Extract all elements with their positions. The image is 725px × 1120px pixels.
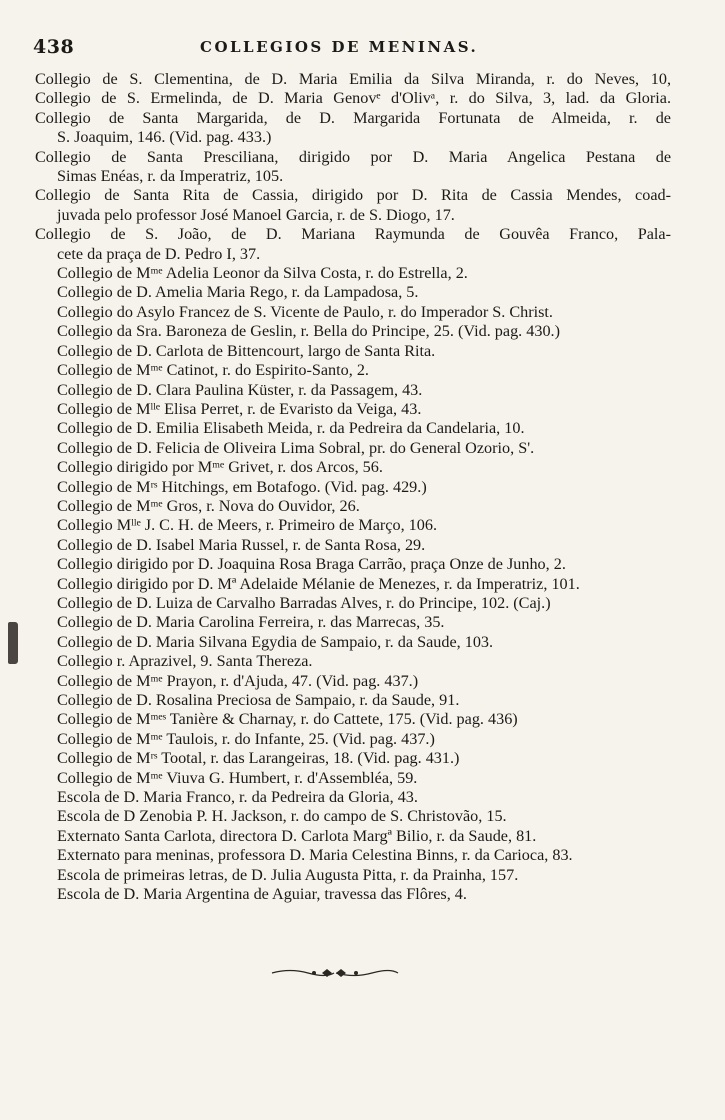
list-item: Simas Enéas, r. da Imperatriz, 105.: [57, 167, 284, 186]
list-item: Collegio de S. Ermelinda, de D. Maria Genovᵉ d'Olivᵃ, r. do Silva, 3, lad. da Gloria.: [35, 89, 671, 108]
list-item: Collegio do Asylo Francez de S. Vicente de Paulo, r. do Imperador S. Christ.: [57, 302, 553, 321]
list-item: Collegio r. Aprazivel, 9. Santa Thereza.: [57, 652, 313, 671]
list-item: Collegio de S. João, de D. Mariana Raymunda de Gouvêa Franco, Pala-: [35, 225, 671, 244]
list-item: Collegio de D. Maria Silvana Egydia de Sampaio, r. da Saude, 103.: [57, 632, 494, 651]
list-item: Escola de D Zenobia P. H. Jackson, r. do campo de S. Christovão, 15.: [57, 807, 507, 826]
list-item: Collegio de D. Amelia Maria Rego, r. da Lampadosa, 5.: [57, 283, 419, 302]
list-item: Collegio dirigido por D. Joaquina Rosa Braga Carrão, praça Onze de Junho, 2.: [57, 555, 566, 574]
list-item: Collegio de Mᵐᵉ Gros, r. Nova do Ouvidor, 26.: [57, 496, 360, 515]
list-item: Collegio de Mᵐᵉ Taulois, r. do Infante, 25. (Vid. pag. 437.): [57, 729, 435, 748]
list-item: Collegio dirigido por Mᵐᵉ Grivet, r. dos Arcos, 56.: [57, 458, 383, 477]
fleuron-ornament: [270, 966, 400, 980]
list-item: Collegio de Santa Rita de Cassia, dirigido por D. Rita de Cassia Mendes, coad-: [35, 186, 671, 205]
list-item: Collegio de Mᵐᵉˢ Tanière & Charnay, r. do Cattete, 175. (Vid. pag. 436): [57, 710, 518, 729]
list-item: Collegio de Santa Presciliana, dirigido por D. Maria Angelica Pestana de: [35, 147, 671, 166]
list-item: S. Joaquim, 146. (Vid. pag. 433.): [57, 128, 272, 147]
list-item: Collegio de D. Maria Carolina Ferreira, r. das Marrecas, 35.: [57, 613, 445, 632]
list-item: Externato para meninas, professora D. Maria Celestina Binns, r. da Carioca, 83.: [57, 846, 573, 865]
list-item: Escola de D. Maria Franco, r. da Pedreira da Gloria, 43.: [57, 788, 418, 807]
list-item: Collegio de D. Clara Paulina Küster, r. da Passagem, 43.: [57, 380, 423, 399]
list-item: Collegio de Mʳˢ Tootal, r. das Larangeiras, 18. (Vid. pag. 431.): [57, 749, 460, 768]
margin-ink-mark: [8, 622, 18, 664]
list-item: Escola de D. Maria Argentina de Aguiar, travessa das Flôres, 4.: [57, 885, 467, 904]
list-item: Collegio de Mˡˡᵉ Elisa Perret, r. de Evaristo da Veiga, 43.: [57, 399, 422, 418]
list-item: Collegio da Sra. Baroneza de Geslin, r. Bella do Principe, 25. (Vid. pag. 430.): [57, 322, 560, 341]
list-item: Collegio de Santa Margarida, de D. Margarida Fortunata de Almeida, r. de: [35, 108, 671, 127]
list-item: Collegio de S. Clementina, de D. Maria Emilia da Silva Miranda, r. do Neves, 10,: [35, 70, 671, 88]
list-item: Collegio Mˡˡᵉ J. C. H. de Meers, r. Primeiro de Março, 106.: [57, 516, 437, 535]
list-item: Collegio de D. Rosalina Preciosa de Sampaio, r. da Saude, 91.: [57, 691, 460, 709]
list-item: cete da praça de D. Pedro I, 37.: [57, 244, 261, 263]
list-item: Collegio de D. Luiza de Carvalho Barradas Alves, r. do Principe, 102. (Caj.): [57, 593, 551, 612]
list-item: Collegio de Mᵐᵉ Adelia Leonor da Silva Costa, r. do Estrella, 2.: [57, 264, 468, 283]
list-item: Collegio de D. Felicia de Oliveira Lima Sobral, pr. do General Ozorio, S'.: [57, 438, 535, 457]
list-item: Collegio de D. Isabel Maria Russel, r. de Santa Rosa, 29.: [57, 535, 426, 554]
list-item: Collegio de D. Emilia Elisabeth Meida, r. da Pedreira da Candelaria, 10.: [57, 419, 525, 438]
list-item: Escola de primeiras letras, de D. Julia Augusta Pitta, r. da Prainha, 157.: [57, 865, 519, 884]
list-item: Collegio de Mᵐᵉ Catinot, r. do Espirito-Santo, 2.: [57, 361, 369, 380]
directory-list: [35, 70, 671, 904]
running-title: COLLEGIOS DE MENINAS.: [200, 38, 479, 56]
list-item: Collegio de Mʳˢ Hitchings, em Botafogo. (Vid. pag. 429.): [57, 477, 427, 496]
page-number: 438: [33, 36, 75, 58]
list-item: Collegio de D. Carlota de Bittencourt, largo de Santa Rita.: [57, 341, 436, 360]
list-item: Collegio de Mᵐᵉ Viuva G. Humbert, r. d'Assembléa, 59.: [57, 768, 418, 787]
list-item: Externato Santa Carlota, directora D. Carlota Margª Bilio, r. da Saude, 81.: [57, 826, 537, 845]
list-item: Collegio dirigido por D. Mª Adelaide Mélanie de Menezes, r. da Imperatriz, 101.: [57, 574, 580, 593]
list-item: juvada pelo professor José Manoel Garcia, r. de S. Diogo, 17.: [57, 205, 455, 224]
list-item: Collegio de Mᵐᵉ Prayon, r. d'Ajuda, 47. (Vid. pag. 437.): [57, 671, 419, 690]
